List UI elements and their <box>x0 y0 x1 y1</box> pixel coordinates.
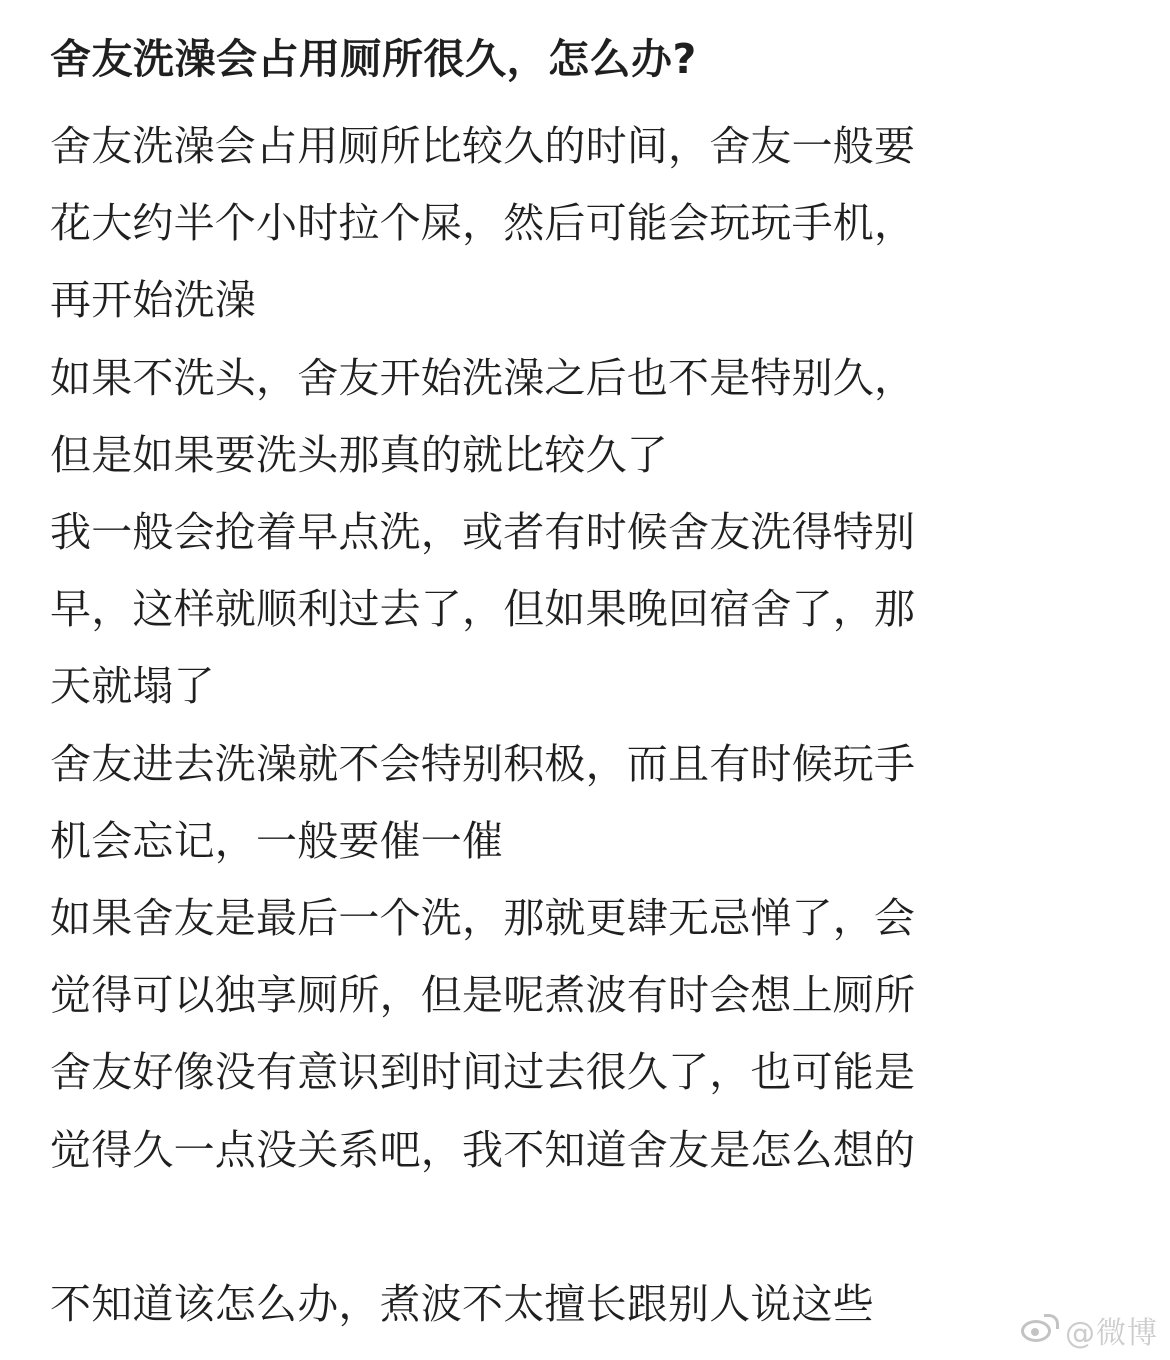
body-line: 机会忘记，一般要催一催 <box>50 816 504 865</box>
body-line: 舍友洗澡会占用厕所比较久的时间，舍友一般要 <box>50 122 916 170</box>
body-line: 舍友好像没有意识到时间过去很久了，也可能是 <box>50 1048 916 1097</box>
body-line: 早，这样就顺利过去了，但如果晚回宿舍了，那 <box>50 585 916 634</box>
body-line: 我一般会抢着早点洗，或者有时候舍友洗得特别 <box>50 508 916 557</box>
post-content <box>50 28 1130 1343</box>
body-line: 如果不洗头，舍友开始洗澡之后也不是特别久， <box>50 353 916 402</box>
body-line: 但是如果要洗头那真的就比较久了 <box>50 430 668 479</box>
body-line: 觉得久一点没关系吧，我不知道舍友是怎么想的 <box>50 1125 916 1174</box>
post-title: 舍友洗澡会占用厕所很久，怎么办? <box>50 35 697 83</box>
watermark-text: @微博 <box>1065 1316 1158 1351</box>
body-line: 花大约半个小时拉个屎，然后可能会玩玩手机， <box>50 199 916 248</box>
body-line: 再开始洗澡 <box>50 276 256 325</box>
body-line: 如果舍友是最后一个洗，那就更肆无忌惮了，会 <box>50 894 916 943</box>
weibo-watermark <box>1019 1308 1158 1352</box>
body-line: 觉得可以独享厕所，但是呢煮波有时会想上厕所 <box>50 971 916 1020</box>
body-line: 舍友进去洗澡就不会特别积极，而且有时候玩手 <box>50 739 916 788</box>
weibo-icon <box>1019 1314 1059 1346</box>
blank-line <box>50 1189 1130 1266</box>
closing-line: 不知道该怎么办，煮波不太擅长跟别人说这些 <box>50 1279 874 1328</box>
body-line: 天就塌了 <box>50 662 215 711</box>
